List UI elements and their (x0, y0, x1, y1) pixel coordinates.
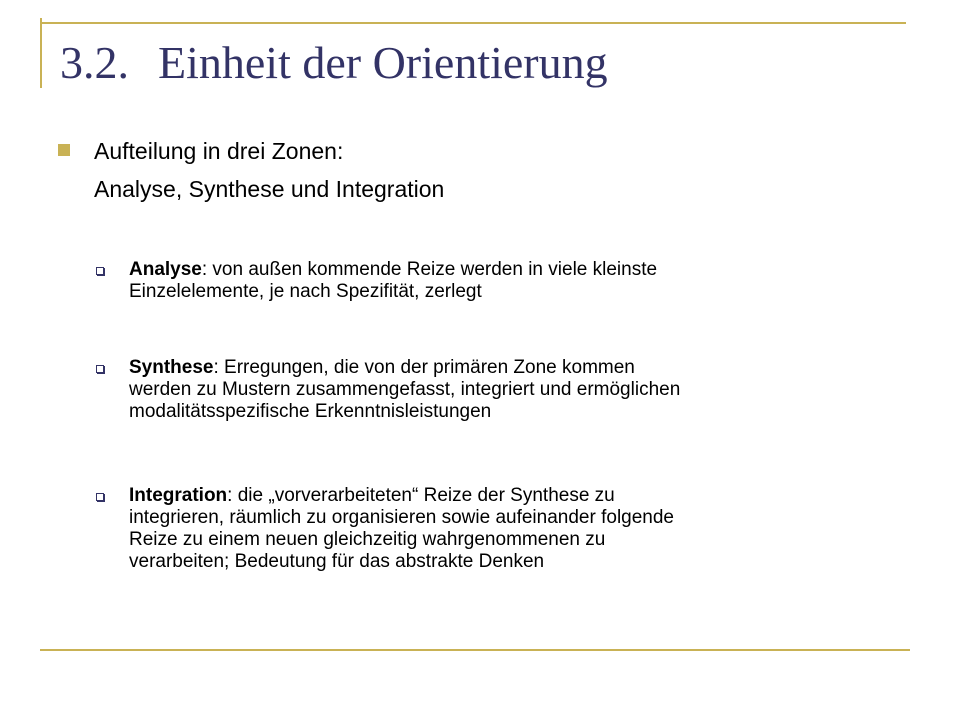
main-bullet-icon (58, 144, 70, 156)
text-line: verarbeiten; Bedeutung für das abstrakte Denken (129, 551, 545, 572)
text-line: modalitätsspezifische Erkenntnisleistungen (129, 401, 492, 422)
decor-bottom-line (40, 649, 910, 651)
text-line: Einzelelemente, je nach Spezifität, zerlegt (129, 281, 482, 302)
text-line: werden zu Mustern zusammengefasst, integriert und ermöglichen (129, 379, 681, 400)
list-item-text (129, 485, 919, 573)
title-text: Einheit der Orientierung (158, 37, 608, 88)
term-label: Synthese (129, 357, 214, 378)
term-label: Integration (129, 485, 228, 506)
checkbox-bullet-icon (96, 365, 104, 373)
intro-text (94, 132, 444, 208)
term-label: Analyse (129, 259, 202, 280)
list-item-text (129, 357, 919, 423)
checkbox-bullet-icon (96, 267, 104, 275)
text-line: integrieren, räumlich zu organisieren sowie aufeinander folgende (129, 507, 674, 528)
checkbox-bullet-icon (96, 493, 104, 501)
intro-line-1: Aufteilung in drei Zonen: (94, 138, 344, 164)
decor-vertical-line (40, 18, 42, 88)
decor-top-line (40, 22, 906, 24)
title-number: 3.2. (60, 37, 129, 88)
text-line: : die „vorverarbeiteten“ Reize der Synthese zu (227, 485, 615, 506)
text-line: Reize zu einem neuen gleichzeitig wahrgenommenen zu (129, 529, 606, 550)
intro-line-2: Analyse, Synthese und Integration (94, 176, 445, 202)
text-line: : Erregungen, die von der primären Zone kommen (213, 357, 635, 378)
list-item-text (129, 259, 919, 303)
slide-title (60, 36, 608, 89)
text-line: : von außen kommende Reize werden in viele kleinste (201, 259, 658, 280)
